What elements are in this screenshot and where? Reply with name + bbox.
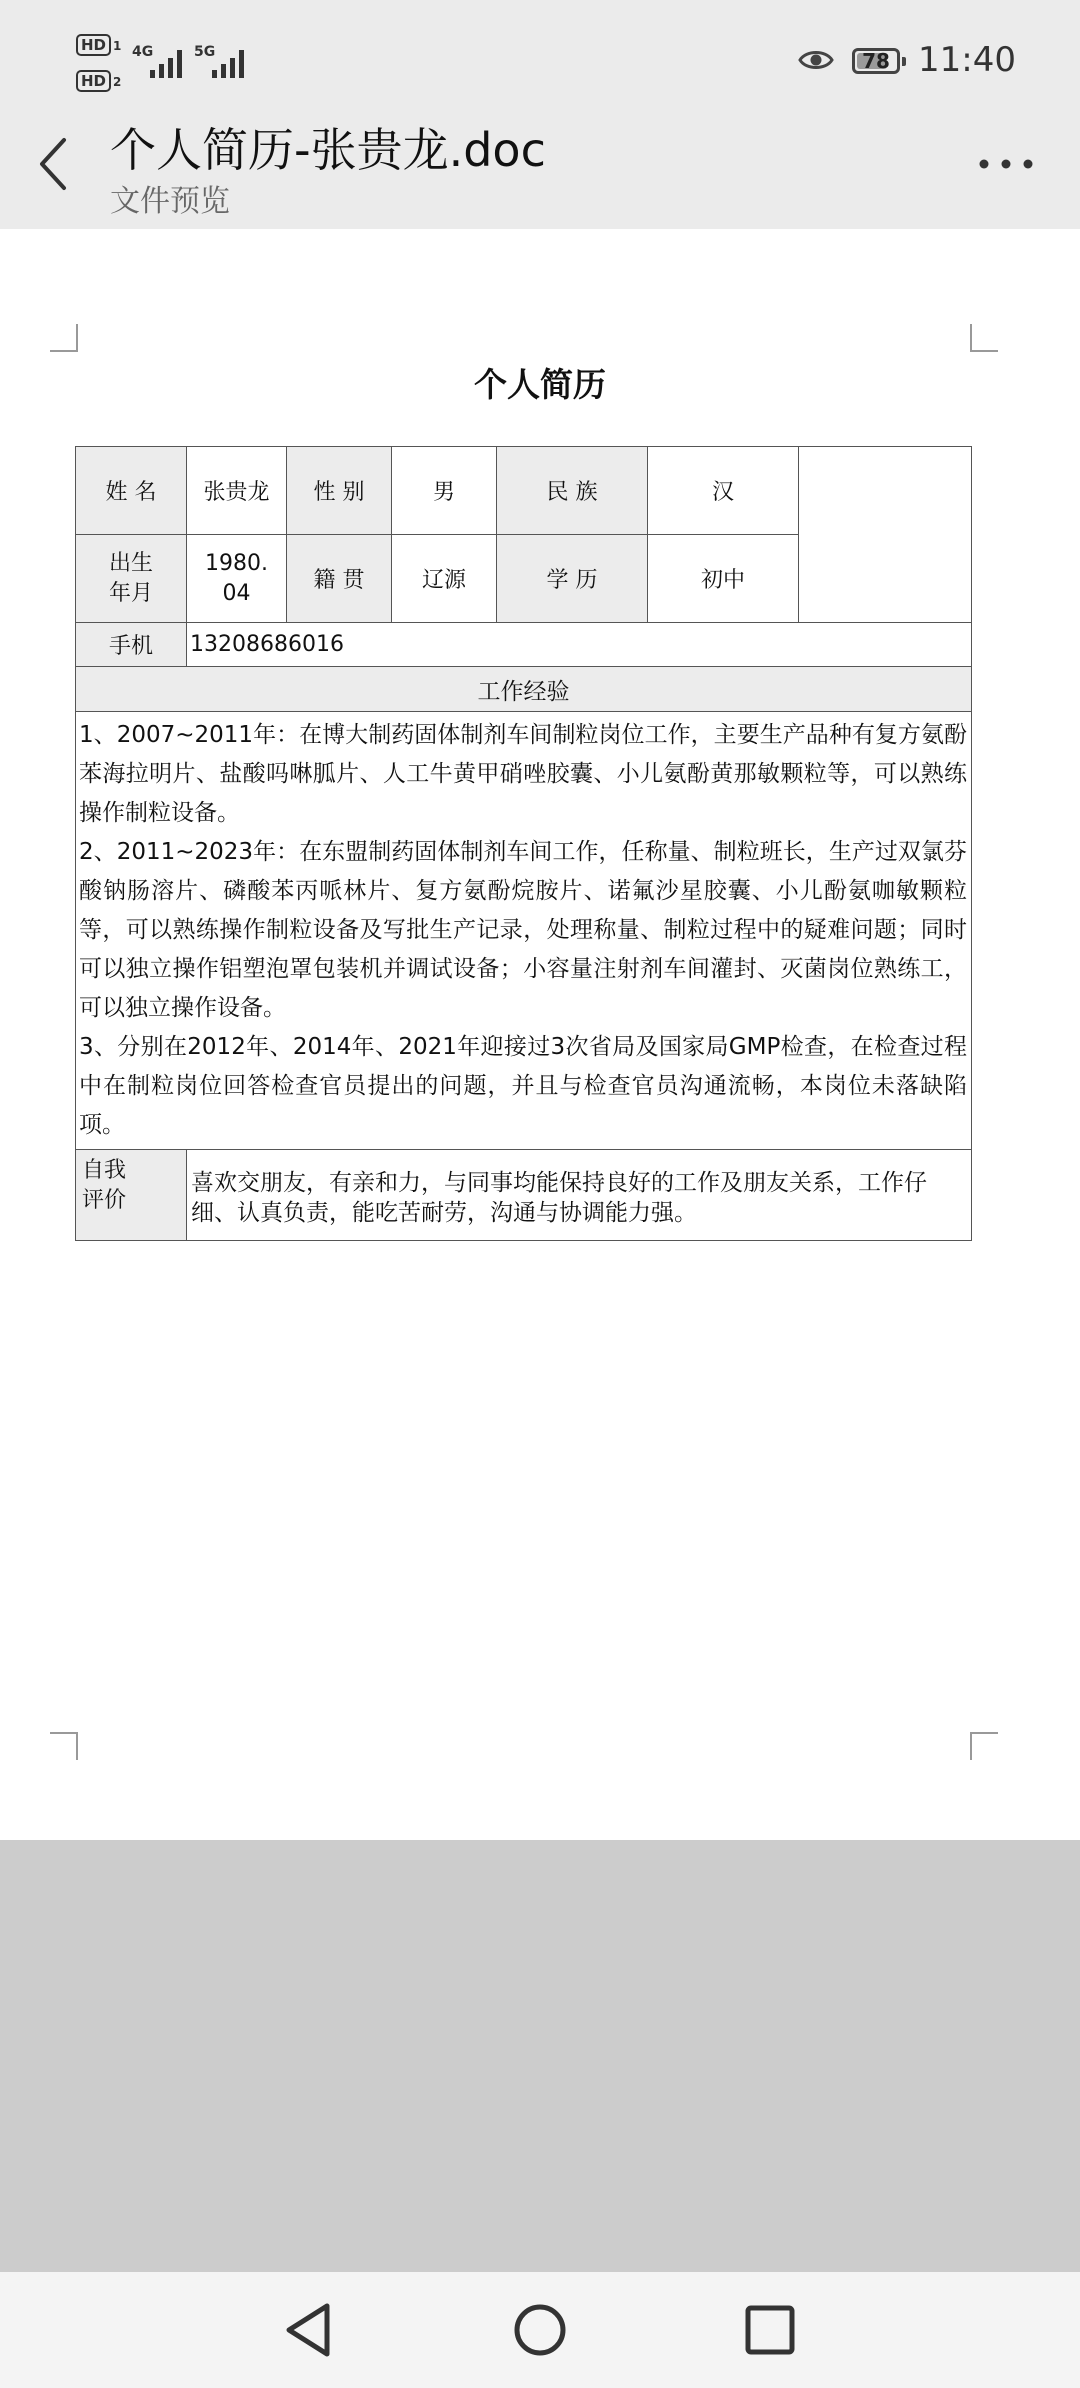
native-place-label: 籍 贯 <box>287 535 392 623</box>
education-label: 学 历 <box>497 535 648 623</box>
back-triangle-icon[interactable] <box>273 2294 345 2366</box>
work-item: 2、2011~2023年：在东盟制药固体制剂车间工作，任称量、制粒班长，生产过双氯芬酸钠肠溶片、磷酸苯丙哌林片、复方氨酚烷胺片、诺氟沙星胶囊、小儿酚氨咖敏颗粒等，可以熟练操作制粒设备及写批生产记录，处理称量、制粒过程中的疑难问题；同时可以独立操作铝塑泡罩包装机并调试设备；小容量注射剂车间灌封、灭菌岗位熟练工，可以独立操作设备。 <box>79 839 967 1021</box>
navigation-bar <box>0 2272 1080 2388</box>
self-evaluation-label: 自我 评价 <box>76 1150 187 1241</box>
battery-icon: 78 <box>852 48 900 74</box>
gender-label: 性 别 <box>287 447 392 535</box>
resume-table <box>75 446 972 1241</box>
document-title: 个人简历 <box>474 365 606 404</box>
gender-value: 男 <box>392 447 497 535</box>
page-corner-mark <box>970 1732 998 1760</box>
hd-indicator-2: HD 2 <box>76 70 121 92</box>
hd-indicator-1: HD 1 <box>76 34 121 56</box>
photo-cell <box>799 447 972 623</box>
file-title: 个人简历-张贵龙.doc <box>110 123 546 177</box>
self-evaluation-value: 喜欢交朋友，有亲和力，与同事均能保持良好的工作及朋友关系，工作仔细、认真负责，能吃苦耐劳，沟通与协调能力强。 <box>187 1150 972 1241</box>
birth-value: 1980. 04 <box>187 535 287 623</box>
top-bar <box>0 0 1080 229</box>
network-type-2: 5G <box>194 44 216 60</box>
phone-value: 13208686016 <box>187 623 972 667</box>
work-experience-heading: 工作经验 <box>76 667 972 712</box>
phone-label: 手机 <box>76 623 187 667</box>
recents-square-icon[interactable] <box>734 2294 806 2366</box>
birth-label: 出生 年月 <box>76 535 187 623</box>
eye-icon <box>798 48 834 72</box>
file-subtitle: 文件预览 <box>110 184 230 219</box>
document-page <box>0 229 1080 1840</box>
page-corner-mark <box>50 1732 78 1760</box>
name-value: 张贵龙 <box>187 447 287 535</box>
education-value: 初中 <box>648 535 799 623</box>
home-circle-icon[interactable] <box>504 2294 576 2366</box>
work-experience-body <box>76 712 972 1150</box>
clock: 11:40 <box>918 40 1016 80</box>
signal-icon <box>150 46 182 78</box>
status-bar <box>0 0 1080 125</box>
page-corner-mark <box>50 324 78 352</box>
work-item: 1、2007~2011年：在博大制药固体制剂车间制粒岗位工作，主要生产品种有复方氨酚苯海拉明片、盐酸吗啉胍片、人工牛黄甲硝唑胶囊、小儿氨酚黄那敏颗粒等，可以熟练操作制粒设备。 <box>79 722 967 826</box>
native-place-value: 辽源 <box>392 535 497 623</box>
name-label: 姓 名 <box>76 447 187 535</box>
signal-icon-2 <box>212 46 244 78</box>
chevron-left-icon[interactable] <box>30 132 80 196</box>
work-item: 3、分别在2012年、2014年、2021年迎接过3次省局及国家局GMP检查，在检查过程中在制粒岗位回答检查官员提出的问题，并且与检查官员沟通流畅，本岗位未落缺陷项。 <box>79 1034 967 1138</box>
network-type-1: 4G <box>132 44 154 60</box>
ethnicity-label: 民 族 <box>497 447 648 535</box>
more-icon[interactable] <box>976 150 1036 178</box>
page-corner-mark <box>970 324 998 352</box>
ethnicity-value: 汉 <box>648 447 799 535</box>
